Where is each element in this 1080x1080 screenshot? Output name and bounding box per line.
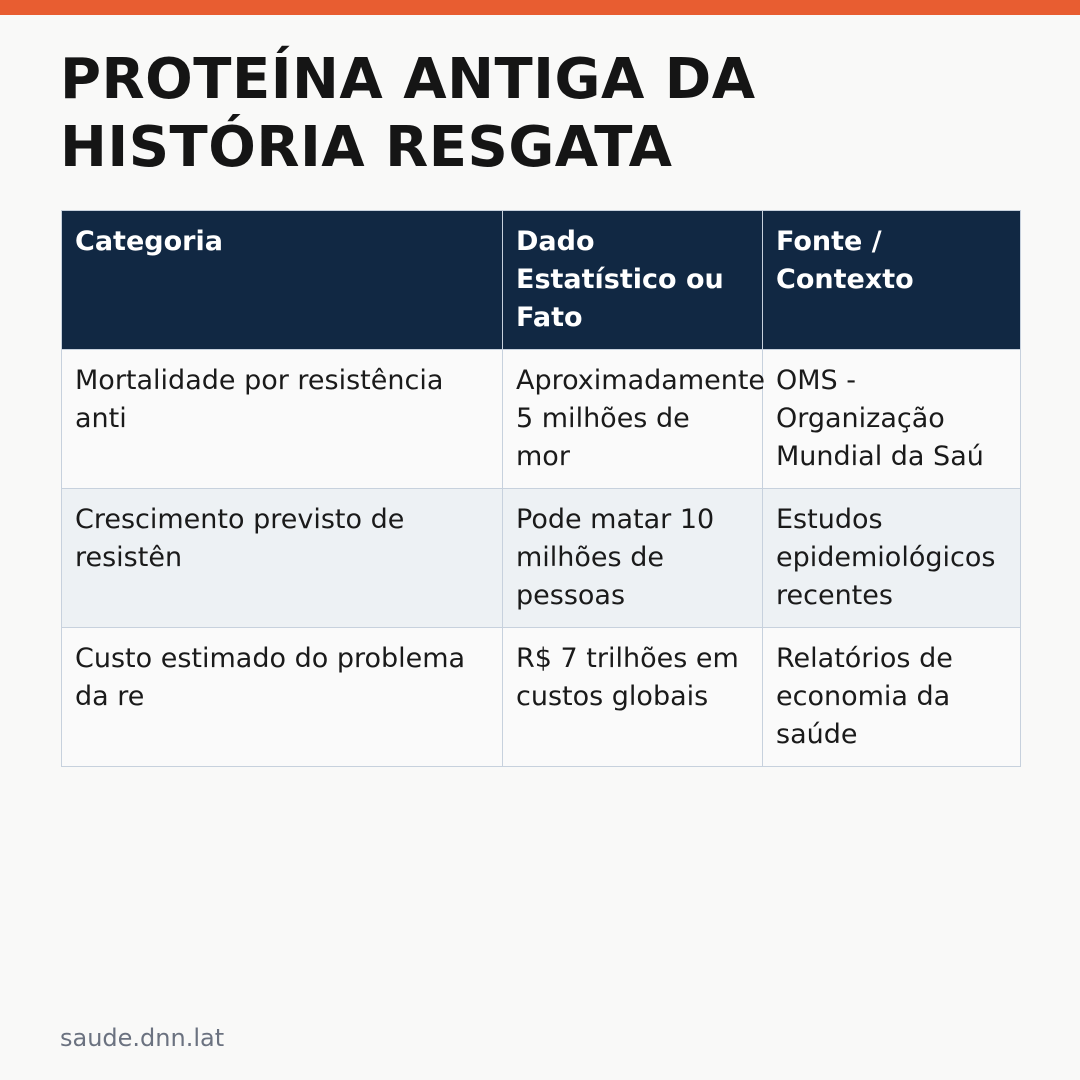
header-fonte: Fonte / Contexto — [763, 211, 1021, 350]
page-title-line-1: PROTEÍNA ANTIGA DA — [60, 47, 756, 112]
page-title-line-2: HISTÓRIA RESGATA — [60, 115, 673, 180]
table-header-row — [62, 211, 1021, 350]
statistics-table — [61, 210, 1021, 767]
table-cell-dado: Aproximadamente 5 milhões de mor — [503, 350, 763, 489]
header-categoria: Categoria — [62, 211, 503, 350]
site-url: saude.dnn.lat — [60, 1024, 225, 1052]
table-cell-categoria: Mortalidade por resistência anti — [62, 350, 503, 489]
table-cell-dado: Pode matar 10 milhões de pessoas — [503, 489, 763, 628]
header-dado: Dado Estatístico ou Fato — [503, 211, 763, 350]
page-title — [60, 46, 1020, 182]
table-row — [62, 489, 1021, 628]
accent-bar — [0, 0, 1080, 15]
table-row — [62, 628, 1021, 767]
table-cell-fonte: OMS - Organização Mundial da Saú — [763, 350, 1021, 489]
table-cell-dado: R$ 7 trilhões em custos globais — [503, 628, 763, 767]
table-cell-fonte: Estudos epidemiológicos recentes — [763, 489, 1021, 628]
table-row — [62, 350, 1021, 489]
table-cell-categoria: Crescimento previsto de resistên — [62, 489, 503, 628]
table-cell-categoria: Custo estimado do problema da re — [62, 628, 503, 767]
table-cell-fonte: Relatórios de economia da saúde — [763, 628, 1021, 767]
